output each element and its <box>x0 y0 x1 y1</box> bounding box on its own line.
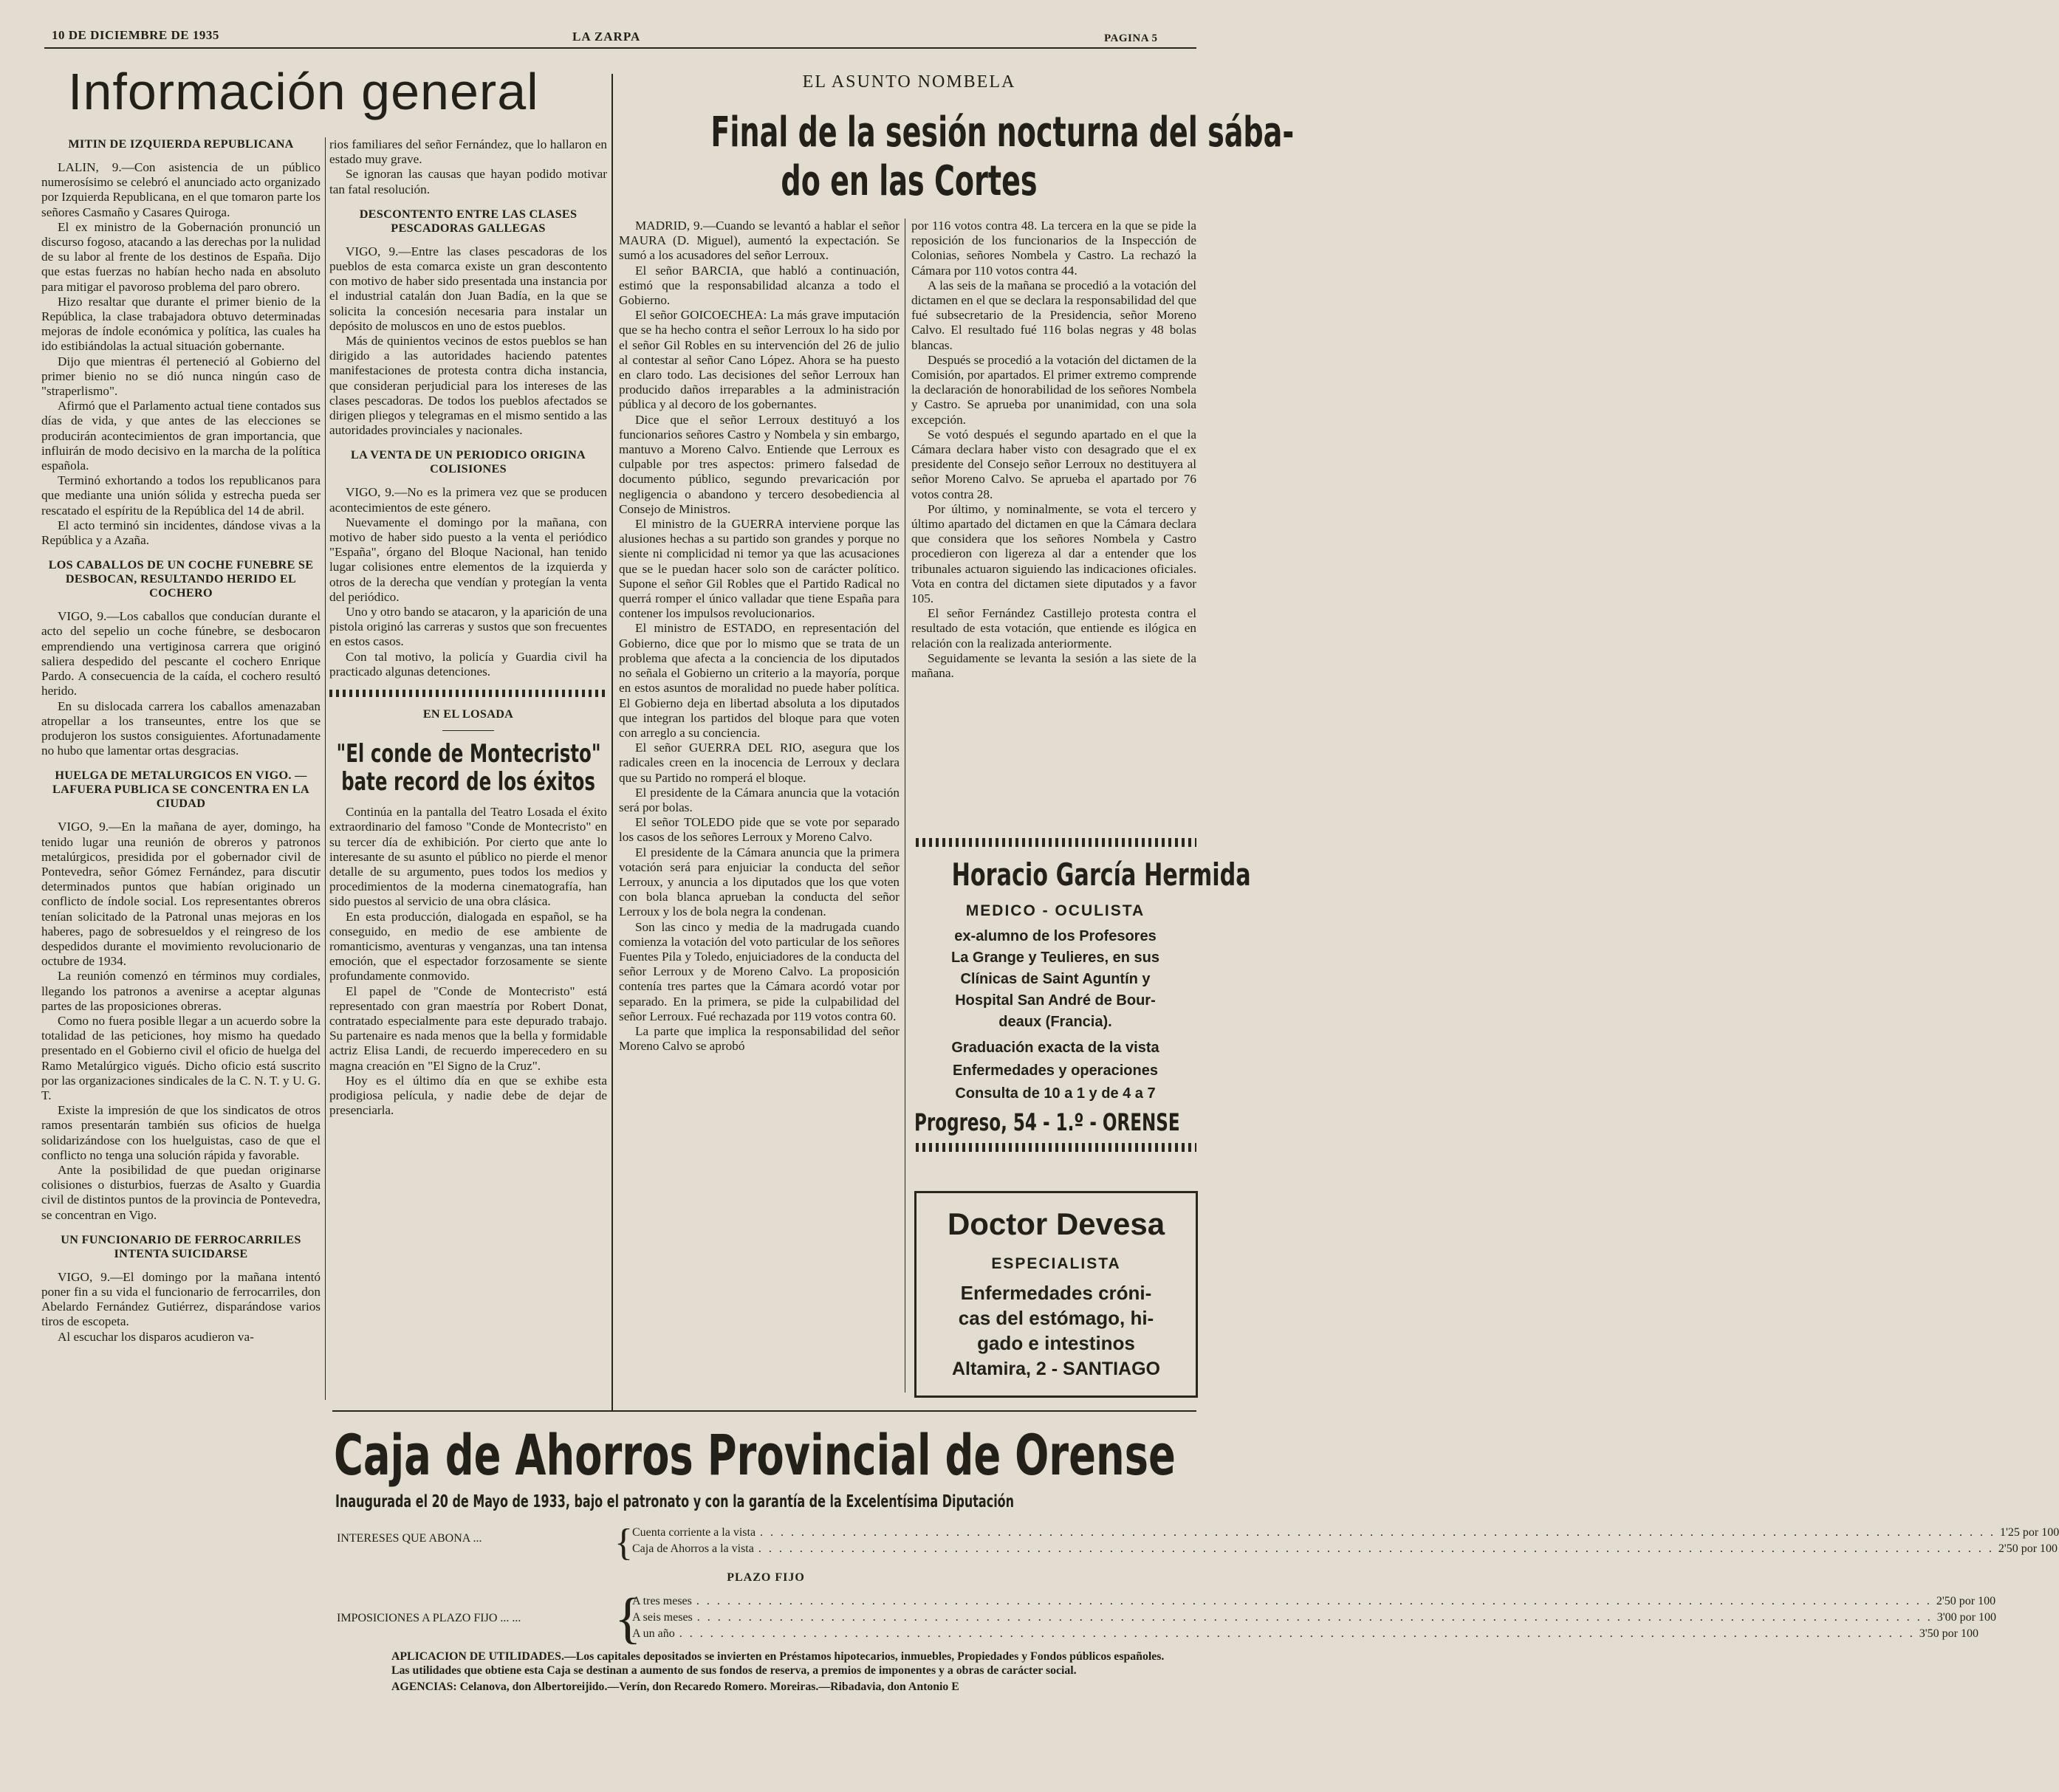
paragraph: Continúa en la pantalla del Teatro Losada el éxito extraordinario del famoso "Conde de Montecristo" en su tercer día de exhibición. Por cierto que ante lo interesante de su asunto el público no pierde el menor detalle de su argumento, pues todos los medios y procedimientos de la moderna cinematografía, han sido puestos al servicio de una obra clásica. <box>329 805 607 909</box>
paragraph: Uno y otro bando se atacaron, y la aparición de una pistola originó las carreras y sustos que son frecuentes en estos casos. <box>329 605 607 649</box>
bank-subtitle: Inaugurada el 20 de Mayo de 1933, bajo el patronato y con la garantía de la Excelentísima Diputación <box>335 1492 1015 1511</box>
paragraph: por 116 votos contra 48. La tercera en la que se pide la reposición de los funcionarios de la Inspección de Colonias, señores Nombela y Castro. La rechazó la Cámara por 110 votos contra 44. <box>911 219 1196 278</box>
paragraph: La reunión comenzó en términos muy cordiales, llegando los patronos a avenirse a aceptar algunas partes de las proposiciones obreras. <box>41 969 321 1013</box>
header-rule <box>44 47 1196 49</box>
paragraph: rios familiares del señor Fernández, que lo hallaron en estado muy grave. <box>329 137 607 167</box>
paragraph: MADRID, 9.—Cuando se levantó a hablar el señor MAURA (D. Miguel), aumentó la expectación. Se sumó a los acusadores del señor Lerroux. <box>619 219 900 263</box>
rate-leader: . . . . . . . . . . . . . . . . . . . . . . . . . . . . . . . . . . . . . . . . . . . . . . . . . . . . . . . . . . . . . . . . . . . . . . . . . . . . . . . . . . . . . . . . . . . . . . . . . . . . . . . . . . . . . . . . . . . . . . . . <box>696 1611 1933 1624</box>
rate-leader: . . . . . . . . . . . . . . . . . . . . . . . . . . . . . . . . . . . . . . . . . . . . . . . . . . . . . . . . . . . . . . . . . . . . . . . . . . . . . . . . . . . . . . . . . . . . . . . . . . . . . . . . . . . . . . . . . . . . . . . . <box>696 1595 1932 1607</box>
ad-garcia-credentials <box>911 926 1199 1033</box>
paragraph: En esta producción, dialogada en español, se ha conseguido, en medio de ese ambiente de romanticismo, aventuras y venganzas, una tan intensa emoción, que el espectador forzosamente se siente profundamente conmovido. <box>329 909 607 983</box>
paragraph: Al escuchar los disparos acudieron va- <box>58 1329 254 1344</box>
paragraph: El señor GOICOECHEA: La más grave imputación que se ha hecho contra el señor Lerroux lo ha sido por el señor Gil Robles en su intervención del 26 de julio al contestar al señor Cano López. Ahora se ha puesto en claro todo. Las decisiones del señor Lerroux han producido daños irreparables a la administración pública y al decoro de los gobernantes. <box>619 308 900 412</box>
bank-footer-line: AGENCIAS: Celanova, don Albertoreijido.—Verín, don Recaredo Romero. Moreiras.—Ribadavia, don Antonio E <box>391 1681 959 1693</box>
paragraph: Dijo que mientras él perteneció al Gobierno del primer bienio no se dió nunca ningún caso de "straperlismo". <box>41 354 321 399</box>
ad-garcia-dots-bottom <box>916 1143 1196 1152</box>
paragraph: VIGO, 9.—No es la primera vez que se producen acontecimientos de este género. <box>329 485 607 515</box>
paragraph: Se ignoran las causas que hayan podido motivar tan fatal resolución. <box>329 167 607 196</box>
paragraph: Hizo resaltar que durante el primer bienio de la República, la clase trabajadora obtuvo determinadas mejoras de índole económica y política, las cuales ha ido estibiándolas la actual situación gobernante. <box>41 294 321 354</box>
news-column-4 <box>911 219 1196 681</box>
subheadline: MITIN DE IZQUIERDA REPUBLICANA <box>68 137 294 151</box>
paragraph: Ante la posibilidad de que puedan originarse colisiones o disturbios, fuerzas de Asalto y Guardia civil de distintos puntos de la provincia de Pontevedra, se concentran en Vigo. <box>41 1162 321 1222</box>
story-headline-line-1: Final de la sesión nocturna del sába- <box>710 109 1295 157</box>
paragraph: LALIN, 9.—Con asistencia de un público numerosísimo se celebró el anunciado acto organizado por Izquierda Republicana, en el que tomaron parte los señores Casmaño y Casares Quiroga. <box>41 160 321 219</box>
rate-row <box>632 1610 1996 1626</box>
ad-garcia-hermida <box>911 856 1251 1137</box>
paragraph: Afirmó que el Parlamento actual tiene contados sus días de vida, y que antes de las elecciones se producirán acontecimientos de gran importancia, que influirán de modo decisivo en la marcha de la política española. <box>41 399 321 473</box>
paragraph: En su dislocada carrera los caballos amenazaban atropellar a los transeuntes, entre los que se produjeron los sustos consiguientes. Afortunadamente no hubo que lamentar ortas desgracias. <box>41 698 321 758</box>
dotted-separator <box>329 690 607 697</box>
paragraph: Terminó exhortando a todos los republicanos para que mediante una unión sólida y estrecha pueda ser rescatado el espíritu de la República del 14 de abril. <box>41 473 321 518</box>
rate-label: A tres meses <box>632 1595 692 1607</box>
losada-headline-line-1: "El conde de Montecristo" <box>336 739 601 769</box>
ad-garcia-service-line: Consulta de 10 a 1 y de 4 a 7 <box>955 1085 1156 1102</box>
fixed-term-heading: PLAZO FIJO <box>727 1571 805 1584</box>
interest-label: INTERESES QUE ABONA ... <box>337 1532 482 1545</box>
news-column-3 <box>619 219 900 1054</box>
paragraph: El señor BARCIA, que habló a continuación, estimó que la responsabilidad alcanza a todo el Gobierno. <box>619 263 900 308</box>
paragraph: Como no fuera posible llegar a un acuerdo sobre la totalidad de las peticiones, hoy mismo ha quedado presentado en el Gobierno civil el oficio de huelga del Ramo Metalúrgico vigués. Dicho oficio está suscrito por las organizaciones sindicales de la C. N. T. y U. G. T. <box>41 1013 321 1102</box>
news-column-1 <box>41 137 321 1345</box>
interest-rates <box>632 1525 2059 1557</box>
paragraph: Existe la impresión de que los sindicatos de otros ramos presentarán también sus oficios de huelga solidarizándose con los huelguistas, caso de que el conflicto no tenga una solución rápida y favorable. <box>41 1103 321 1162</box>
subheadline: HUELGA DE METALURGICOS EN VIGO. — LAFUERA PUBLICA SE CONCENTRA EN LA CIUDAD <box>52 769 309 811</box>
ad-garcia-name: Horacio García Hermida <box>951 856 1251 893</box>
fixed-term-rates <box>632 1593 1996 1642</box>
interest-brace: { <box>614 1522 633 1564</box>
fixed-term-label: IMPOSICIONES A PLAZO FIJO ... ... <box>337 1612 521 1624</box>
paragraph: VIGO, 9.—Los caballos que conducían durante el acto del sepelio un coche fúnebre, se desbocaron emprendiendo una vertiginosa carrera que originó saliera despedido del pescante el cochero Enrique Pardo. A consecuencia de la caída, el cochero resultó herido. <box>41 609 321 698</box>
losada-headline-line-2: bate record de los éxitos <box>341 767 595 797</box>
rate-value: 2'50 por 100 <box>1998 1542 2058 1555</box>
paragraph: Seguidamente se levanta la sesión a las siete de la mañana. <box>911 650 1196 681</box>
story-headline <box>617 109 1295 213</box>
rate-leader: . . . . . . . . . . . . . . . . . . . . . . . . . . . . . . . . . . . . . . . . . . . . . . . . . . . . . . . . . . . . . . . . . . . . . . . . . . . . . . . . . . . . . . . . . . . . . . . . . . . . . . . . . . . . . . . . . . . . . . . . <box>679 1627 1915 1640</box>
ad-garcia-service-line: Enfermedades y operaciones <box>953 1063 1158 1079</box>
ad-devesa-line: gado e intestinos <box>977 1332 1135 1354</box>
ad-garcia-line: Hospital San André de Bour- <box>955 992 1156 1009</box>
paragraph: El acto terminó sin incidentes, dándose vivas a la República y a Azaña. <box>41 518 321 548</box>
paragraph: Dice que el señor Lerroux destituyó a los funcionarios señores Castro y Nombela y sin embargo, mantuvo a Moreno Calvo. Entiende que Lerroux es culpable por tres aspectos: primero falsedad de documento público, segundo prevaricación por negligencia o abandono y tercero desobediencia al Consejo de Ministros. <box>619 412 900 516</box>
rate-row <box>632 1626 1979 1642</box>
ad-garcia-line: La Grange y Teulieres, en sus <box>951 950 1159 966</box>
bank-footer-line: Las utilidades que obtiene esta Caja se destinan a aumento de sus fondos de reserva, a premios de imponentes y a obras de carácter social. <box>391 1664 1077 1677</box>
ad-garcia-dots-top <box>916 838 1196 847</box>
rate-value: 1'25 por 100 <box>2000 1526 2059 1539</box>
paragraph: El papel de "Conde de Montecristo" está representado con gran maestría por Robert Donat, contratado especialmente para este depurado trabajo. Su partenaire es nada menos que la bella y formidable actriz Elisa Landi, de recuerdo imperecedero en su magna creación en "El Signo de la Cruz". <box>329 983 607 1073</box>
bank-footer <box>384 1649 1190 1694</box>
paragraph: Hoy es el último día en que se exhibe esta prodigiosa película, y nadie debe de dejar de presenciarla. <box>329 1073 607 1118</box>
paragraph: Después se procedió a la votación del dictamen de la Comisión, por apartados. El primer extremo comprende la declaración de honorabilidad de los señores Nombela y Castro. Se aprueba por unanimidad, con una sola excepción. <box>911 352 1196 427</box>
paragraph: Se votó después el segundo apartado en el que la Cámara declara haber visto con desagrado que el ex presidente del Consejo señor Lerroux no destituyera al señor Moreno Calvo. Se aprueba el apartado por 76 votos contra 28. <box>911 427 1196 501</box>
rate-value: 3'00 por 100 <box>1936 1611 1996 1624</box>
paragraph: A las seis de la mañana se procedió a la votación del dictamen en el que se declara la responsabilidad del que fué subsecretario de la Presidencia, señor Moreno Calvo. El resultado fué 116 bolas negras y 48 bolas blancas. <box>911 278 1196 352</box>
ad-devesa-name: Doctor Devesa <box>947 1206 1165 1241</box>
ad-garcia-line: deaux (Francia). <box>998 1014 1112 1030</box>
paragraph: El ministro de la GUERRA interviene porque las alusiones hechas a su partido son grandes y porque no siente ni complicidad ni temor ya que las acusaciones que se le puedan hacer solo son de carácter político. Supone el señor Gil Robles que el Partido Radical no querrá romper el único valladar que tiene España para contener los impulsos revolucionarios. <box>619 517 900 621</box>
column-divider-left <box>325 137 326 1400</box>
ad-devesa-title: ESPECIALISTA <box>991 1255 1121 1272</box>
story-headline-line-2: do en las Cortes <box>781 157 1038 205</box>
rate-row <box>632 1593 1996 1610</box>
ad-devesa-address: Altamira, 2 - SANTIAGO <box>952 1359 1160 1379</box>
subheadline: EN EL LOSADA <box>422 707 514 721</box>
paragraph: El presidente de la Cámara anuncia que la votación será por bolas. <box>619 785 900 814</box>
paragraph: VIGO, 9.—Entre las clases pescadoras de los pueblos de esta comarca existe un gran descontento con motivo de haber sido presentada una instancia por el industrial catalán don Juan Badía, en la que se solicita la concesión necesaria para instalar un depósito de moluscos en uno de estos pueblos. <box>329 244 607 333</box>
ad-garcia-title: MEDICO - OCULISTA <box>965 902 1145 919</box>
rate-leader: . . . . . . . . . . . . . . . . . . . . . . . . . . . . . . . . . . . . . . . . . . . . . . . . . . . . . . . . . . . . . . . . . . . . . . . . . . . . . . . . . . . . . . . . . . . . . . . . . . . . . . . . . . . . . . . . . . . . . . . . <box>758 1542 1994 1555</box>
subheadline: DESCONTENTO ENTRE LAS CLASES PESCADORAS GALLEGAS <box>359 207 578 235</box>
paragraph: VIGO, 9.—El domingo por la mañana intentó poner fin a su vida el funcionario de ferrocarriles, don Abelardo Fernández Gutiérrez, disparándose varios tiros de escopeta. <box>41 1269 321 1329</box>
rate-label: Cuenta corriente a la vista <box>632 1526 756 1539</box>
rate-row <box>632 1525 2059 1541</box>
paragraph: Con tal motivo, la policía y Guardia civil ha practicado algunas detenciones. <box>329 649 607 679</box>
bank-ad <box>334 1412 2059 1781</box>
bank-name: Caja de Ahorros Provincial de Orense <box>334 1422 1176 1488</box>
paragraph: El ministro de ESTADO, en representación del Gobierno, dice que por lo mismo que se trata de un problema que afecta a la conciencia de los diputados no señala el Gobierno un criterio a la mayoría, porque en estos asuntos de moralidad no puede haber política. El Gobierno deja en libertad absoluta a los diputados que integran los partidos del bloque para que voten con arreglo a su conciencia. <box>619 621 900 740</box>
losada-rule <box>442 730 494 731</box>
paragraph: El presidente de la Cámara anuncia que la primera votación será para enjuiciar la conducta del señor Lerroux, y anuncia a los diputados que los que voten con bola blanca aprueban la conducta del señor Lerroux y los de bola negra la condenan. <box>619 845 900 919</box>
ad-devesa-specialties <box>917 1280 1196 1356</box>
rate-row <box>632 1541 2058 1557</box>
rate-label: A seis meses <box>632 1611 693 1624</box>
header-date: 10 DE DICIEMBRE DE 1935 <box>52 28 219 42</box>
losada-headline <box>329 730 607 796</box>
paragraph: El señor GUERRA DEL RIO, asegura que los radicales creen en la inocencia de Lerroux y declara que su Partido no romperá el bloque. <box>619 741 900 785</box>
ad-garcia-service-line: Graduación exacta de la vista <box>951 1040 1159 1056</box>
ad-garcia-line: ex-alumno de los Profesores <box>954 928 1157 944</box>
subheadline: UN FUNCIONARIO DE FERROCARRILES INTENTA SUICIDARSE <box>61 1232 301 1260</box>
ad-garcia-address: Progreso, 54 - 1.º - ORENSE <box>914 1108 1180 1136</box>
ad-devesa-line: cas del estómago, hi- <box>958 1307 1154 1329</box>
paragraph: El señor Fernández Castillejo protesta contra el resultado de esta votación, que entiende es ilógica en relación con la realizada anteriormente. <box>911 606 1196 650</box>
paragraph: VIGO, 9.—En la mañana de ayer, domingo, ha tenido lugar una reunión de obreros y patronos metalúrgicos, presidida por el gobernador civil de Pontevedra, señor Gómez Fernández, para discutir determinados puntos que habían originado un conflicto de índole social. Los representantes obreros tenían solicitado de la Patronal unas mejoras en los haberes, pago de sobresueldos y el reingreso de los despedidos durante el movimiento revolucionario de octubre de 1934. <box>41 820 321 969</box>
rate-value: 3'50 por 100 <box>1919 1627 1979 1640</box>
paragraph: Por último, y nominalmente, se vota el tercero y último apartado del dictamen en que la Cámara declara que considera que los señores Nombela y Castro procedieron con ligereza al dar a entender que los tribunales actuaron siguiendo las indicaciones oficiales. Vota en contra del dictamen siete diputados y a favor 105. <box>911 501 1196 606</box>
paragraph: El señor TOLEDO pide que se vote por separado los casos de los señores Lerroux y Moreno Calvo. <box>619 815 900 845</box>
header-page-number: PAGINA 5 <box>1104 32 1158 44</box>
ad-garcia-line: Clínicas de Saint Aguntín y <box>960 971 1151 987</box>
rate-leader: . . . . . . . . . . . . . . . . . . . . . . . . . . . . . . . . . . . . . . . . . . . . . . . . . . . . . . . . . . . . . . . . . . . . . . . . . . . . . . . . . . . . . . . . . . . . . . . . . . . . . . . . . . . . . . . . . . . . . . . . <box>760 1526 1996 1539</box>
news-column-2 <box>329 137 607 1118</box>
story-kicker: EL ASUNTO NOMBELA <box>802 72 1016 92</box>
header-paper-name: LA ZARPA <box>572 30 641 44</box>
paragraph: El ex ministro de la Gobernación pronunció un discurso fogoso, atacando a las derechas por la nulidad de su labor al frente de los destinos de España. Dijo que estas fuerzas no habían hecho nada en absoluto para mitigar el pavoroso problema del paro obrero. <box>41 219 321 294</box>
paragraph: La parte que implica la responsabilidad del señor Moreno Calvo se aprobó <box>619 1023 900 1054</box>
paragraph: Nuevamente el domingo por la mañana, con motivo de haber sido puesto a la venta el periódico "España", órgano del Bloque Nacional, han tenido lugar colisiones entre elementos de la izquierda y otros de la derecha que vendían y protegían la venta del periódico. <box>329 515 607 604</box>
ad-garcia-services <box>911 1037 1199 1105</box>
subheadline: LA VENTA DE UN PERIODICO ORIGINA COLISIONES <box>351 448 586 476</box>
rate-value: 2'50 por 100 <box>1936 1595 1996 1607</box>
ad-doctor-devesa <box>914 1191 1198 1398</box>
subheadline: LOS CABALLOS DE UN COCHE FUNEBRE SE DESBOCAN, RESULTANDO HERIDO EL COCHERO <box>48 558 314 600</box>
paragraph: Son las cinco y media de la madrugada cuando comienza la votación del voto particular de los señores Fuentes Pila y Toledo, enjuiciadores de la conducta del señor Lerroux y de Moreno Calvo. La proposición contenía tres partes que la Cámara acordó votar por separado. En la primera, se pide la culpabilidad del señor Lerroux. Fué rechazada por 119 votos contra 60. <box>619 919 900 1023</box>
rate-label: Caja de Ahorros a la vista <box>632 1542 754 1555</box>
rate-label: A un año <box>632 1627 675 1640</box>
section-divider <box>611 74 613 1410</box>
section-title: Información general <box>68 63 539 120</box>
fixed-term-brace: { <box>614 1587 642 1649</box>
paragraph: Más de quinientos vecinos de estos pueblos se han dirigido a las autoridades haciendo patentes manifestaciones de protesta contra dicha instancia, que consideran perjudicial para los intereses de las clases pescadoras. De todos los pueblos afectados se dirigen pliegos y telegramas en el mismo sentido a las autoridades provinciales y nacionales. <box>329 334 607 438</box>
ad-devesa-line: Enfermedades cróni- <box>960 1282 1152 1304</box>
bank-footer-line: APLICACION DE UTILIDADES.—Los capitales depositados se invierten en Préstamos hipotecarios, inmuebles, Propiedades y Fondos públicos españoles. <box>391 1650 1165 1663</box>
